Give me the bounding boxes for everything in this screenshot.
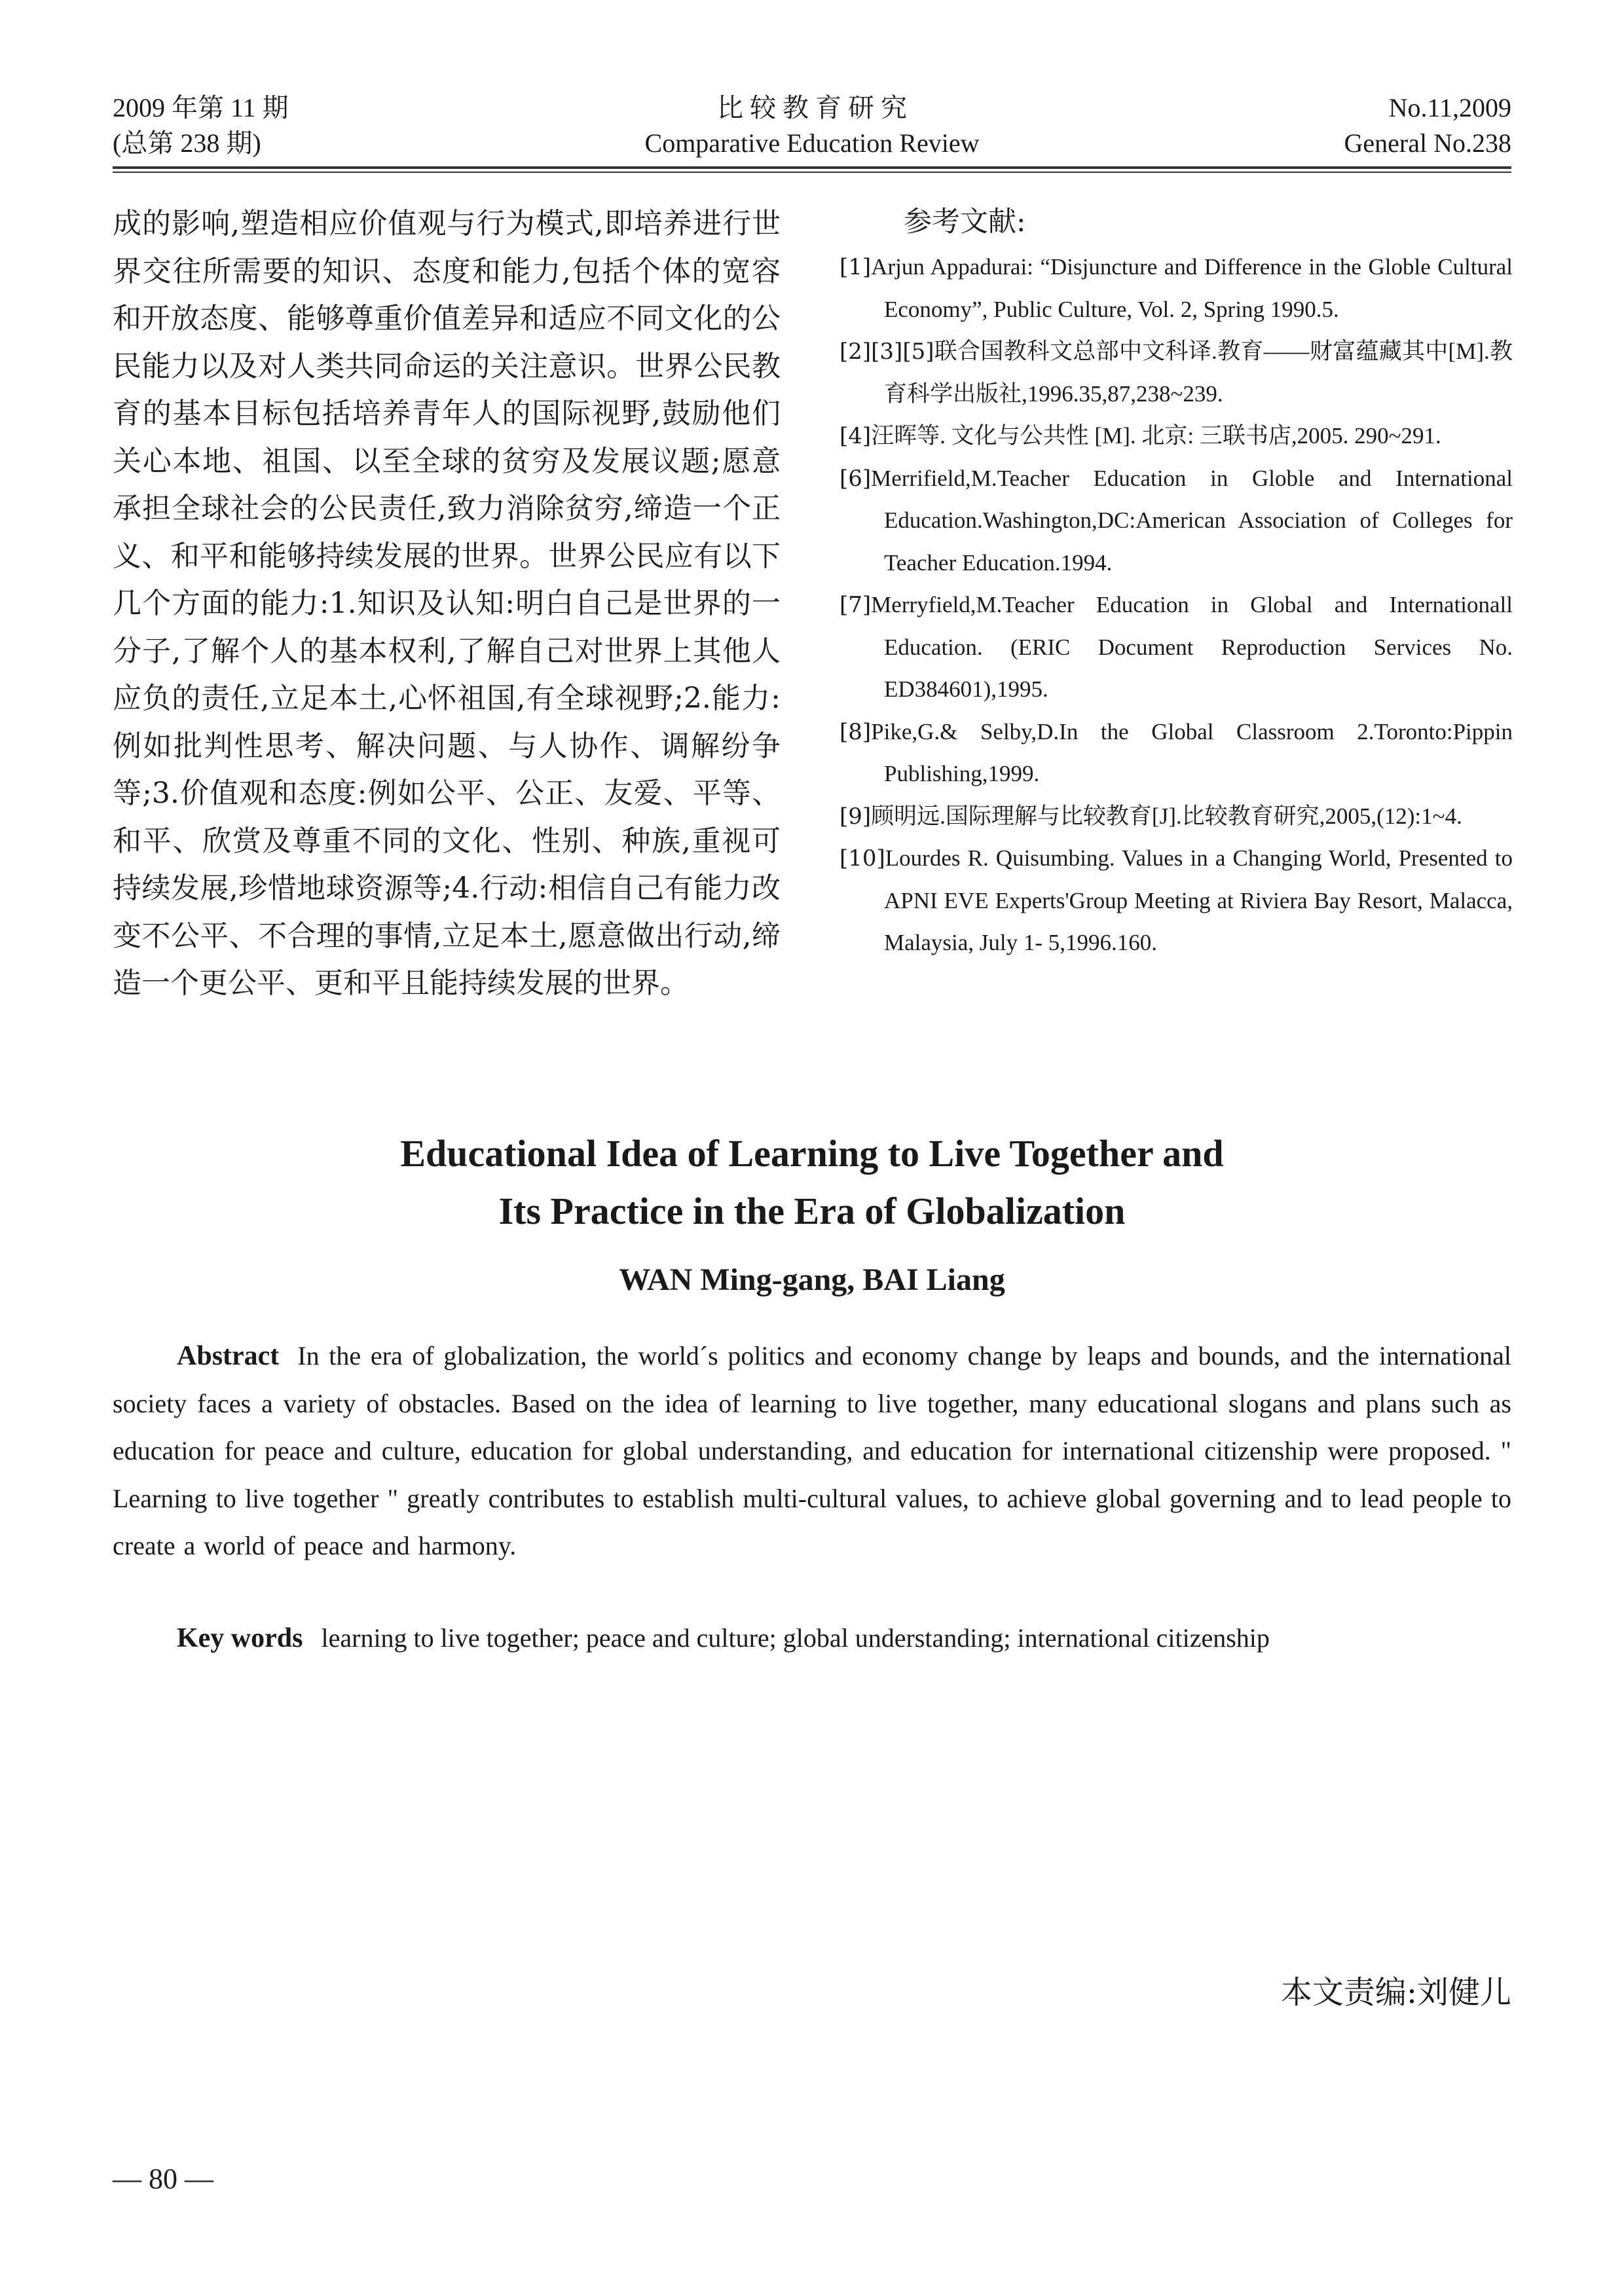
reference-item: [840, 711, 1513, 796]
header-issue-line1: 2009 年第 11 期: [113, 93, 289, 122]
header-rule-thick: [113, 166, 1511, 169]
reference-item: [840, 415, 1513, 458]
reference-number: [7]: [840, 592, 872, 618]
reference-item: [840, 331, 1513, 415]
reference-number: [4]: [840, 423, 872, 449]
body-text-chinese: 成的影响,塑造相应价值观与行为模式,即培养进行世界交往所需要的知识、态度和能力,包括个体的宽容和开放态度、能够尊重价值差异和适应不同文化的公民能力以及对人类共同命运的关注意识。世界公民教育的基本目标包括培养青年人的国际视野,鼓励他们关心本地、祖国、以至全球的贫穷及发展议题;愿意承担全球社会的公民责任,致力消除贫穷,缔造一个正义、和平和能够持续发展的世界。世界公民应有以下几个方面的能力:1.知识及认知:明白自己是世界的一分子,了解个人的基本权利,了解自己对世界上其他人应负的责任,立足本土,心怀祖国,有全球视野;2.能力:例如批判性思考、解决问题、与人协作、调解纷争等;3.价值观和态度:例如公平、公正、友爱、平等、和平、欣赏及尊重不同的文化、性别、种族,重视可持续发展,珍惜地球资源等;4.行动:相信自己有能力改变不公平、不合理的事情,立足本土,愿意做出行动,缔造一个更公平、更和平且能持续发展的世界。: [113, 207, 781, 1000]
reference-text: 顾明远.国际理解与比较教育[J].比较教育研究,2005,(12):1~4.: [871, 803, 1462, 829]
reference-number: [9]: [840, 803, 872, 830]
abstract-text: In the era of globalization, the world´s politics and economy change by leaps and bounds, and the international society faces a variety of obstacles. Based on the idea of learning to live together, many educational slogans and plans such as education for peace and culture, education for global understanding, and education for international citizenship were proposed. " Learning to live together " greatly contributes to establish multi-cultural values, to achieve global governing and to lead people to create a world of peace and harmony.: [113, 1341, 1511, 1560]
english-title-line1: Educational Idea of Learning to Live Together and: [400, 1132, 1224, 1175]
reference-number: [10]: [840, 845, 885, 872]
reference-number: [6]: [840, 465, 872, 492]
reference-text: 汪晖等. 文化与公共性 [M]. 北京: 三联书店,2005. 290~291.: [871, 423, 1441, 449]
header-issue-line2: (总第 238 期): [113, 128, 261, 158]
english-title: [0, 1125, 1624, 1240]
keywords-label: Key words: [177, 1623, 303, 1653]
reference-text: Merryfield,M.Teacher Education in Global and Internationall Education. (ERIC Document Reproduction Services No. ED384601),1995.: [871, 592, 1513, 702]
header-rule-thin: [113, 172, 1511, 173]
header-journal-title-en: Comparative Education Review: [644, 128, 980, 158]
page-number: — 80 —: [113, 2163, 213, 2195]
reference-text: Merrifield,M.Teacher Education in Globle and International Education.Washington,DC:American Association of Colleges for Teacher Education.1994.: [871, 465, 1513, 576]
keywords-text: learning to live together; peace and culture; global understanding; international citizenship: [321, 1623, 1270, 1653]
reference-text: Arjun Appadurai: “Disjuncture and Difference in the Globle Cultural Economy”, Public Culture, Vol. 2, Spring 1990.5.: [871, 254, 1513, 322]
header-number-line2: General No.238: [1344, 128, 1511, 158]
abstract-label: Abstract: [177, 1341, 280, 1371]
header-number: [1344, 90, 1511, 161]
reference-item: [840, 584, 1513, 711]
reference-number: [8]: [840, 718, 872, 745]
english-authors: WAN Ming-gang, BAI Liang: [619, 1262, 1005, 1297]
references-section: [840, 202, 1513, 964]
english-keywords: [113, 1619, 1511, 1658]
reference-text: Pike,G.& Selby,D.In the Global Classroom 2.Toronto:Pippin Publishing,1999.: [871, 718, 1513, 786]
english-abstract: [113, 1332, 1511, 1570]
reference-item: [840, 246, 1513, 331]
references-title: 参考文献:: [904, 206, 1026, 238]
editor-note: 本文责编:刘健儿: [1280, 1974, 1511, 2011]
reference-item: [840, 796, 1513, 838]
reference-text: Lourdes R. Quisumbing. Values in a Changing World, Presented to APNI EVE Experts'Group Meeting at Riviera Bay Resort, Malacca, Malaysia, July 1- 5,1996.160.: [884, 845, 1513, 955]
reference-number: [1]: [840, 254, 872, 280]
header-journal-title-cn: 比 较 教 育 研 究: [717, 93, 907, 122]
header-number-line1: No.11,2009: [1388, 93, 1511, 122]
reference-text: 联合国教科文总部中文科译.教育——财富蕴藏其中[M].教育科学出版社,1996.35,87,238~239.: [884, 339, 1513, 407]
reference-item: [840, 458, 1513, 585]
reference-number: [2][3][5]: [840, 339, 934, 365]
english-title-line2: Its Practice in the Era of Globalization: [498, 1190, 1126, 1232]
reference-item: [840, 837, 1513, 964]
